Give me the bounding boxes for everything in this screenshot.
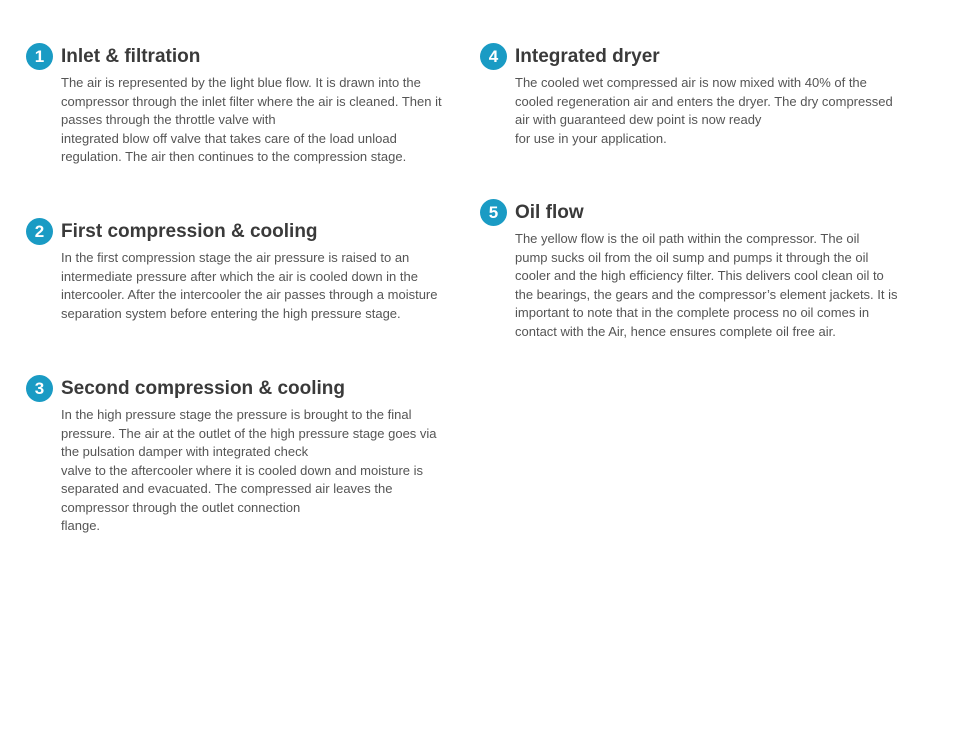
description-line: the pulsation damper with integrated check xyxy=(61,444,309,459)
description-line: separation system before entering the high pressure stage. xyxy=(61,305,401,321)
step-title: Second compression & cooling xyxy=(61,378,345,399)
description-line: The cooled wet compressed air is now mixed with 40% of the xyxy=(515,75,867,90)
step-number-badge: 5 xyxy=(480,199,507,226)
description-line: The yellow flow is the oil path within the compressor. The oil xyxy=(515,231,860,246)
step-number-badge: 4 xyxy=(480,43,507,70)
step-number-badge: 2 xyxy=(26,218,53,245)
description-line: integrated blow off valve that takes care of the load unload xyxy=(61,130,397,146)
step-description xyxy=(61,406,437,536)
description-line: In the high pressure stage the pressure is brought to the final xyxy=(61,407,412,422)
description-line: separated and evacuated. The compressed air leaves the xyxy=(61,481,393,496)
step-description xyxy=(61,249,437,323)
description-line: important to note that in the complete process no oil comes in xyxy=(515,305,870,320)
step-title: Oil flow xyxy=(515,202,584,223)
description-line: compressor through the inlet filter where the air is cleaned. Then it xyxy=(61,93,442,109)
description-line: The air is represented by the light blue flow. It is drawn into the xyxy=(61,75,421,90)
step-number-badge: 1 xyxy=(26,43,53,70)
step-title: Integrated dryer xyxy=(515,46,660,67)
description-line: cooled regeneration air and enters the dryer. The dry compressed xyxy=(515,93,893,109)
description-line: compressor through the outlet connection xyxy=(61,499,301,515)
description-line: regulation. The air then continues to the compression stage. xyxy=(61,149,407,164)
step-description xyxy=(61,74,442,167)
description-line: for use in your application. xyxy=(515,130,667,146)
description-line: intermediate pressure after which the air is cooled down in the xyxy=(61,268,418,284)
step-title: Inlet & filtration xyxy=(61,46,201,67)
description-line: intercooler. After the intercooler the air passes through a moisture xyxy=(61,287,438,302)
description-line: contact with the Air, hence ensures complete oil free air. xyxy=(515,323,836,339)
description-line: pressure. The air at the outlet of the high pressure stage goes via xyxy=(61,425,437,441)
step-number-badge: 3 xyxy=(26,375,53,402)
description-line: flange. xyxy=(61,518,101,533)
step-title: First compression & cooling xyxy=(61,221,318,242)
description-line: the bearings, the gears and the compressor’s element jackets. It is xyxy=(515,286,898,302)
description-line: In the first compression stage the air pressure is raised to an xyxy=(61,250,410,265)
description-line: passes through the throttle valve with xyxy=(61,112,276,127)
description-line: valve to the aftercooler where it is cooled down and moisture is xyxy=(61,462,424,478)
description-line: pump sucks oil from the oil sump and pumps it through the oil xyxy=(515,249,869,265)
step-description xyxy=(515,230,898,341)
description-line: cooler and the high efficiency filter. This delivers cool clean oil to xyxy=(515,268,884,283)
step-description xyxy=(515,74,893,148)
description-line: air with guaranteed dew point is now ready xyxy=(515,112,762,127)
